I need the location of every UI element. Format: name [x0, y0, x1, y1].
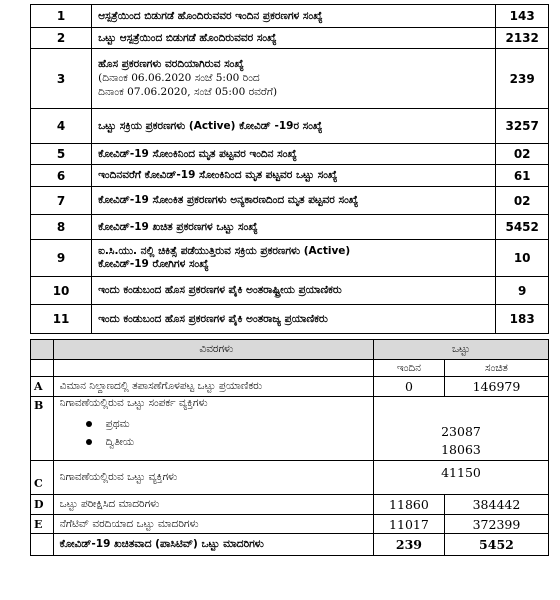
row-today-value: 239: [373, 534, 444, 556]
row-cumulative-value: 384442: [444, 495, 548, 515]
table-row: [31, 109, 549, 144]
primary-value: 23087: [441, 424, 481, 439]
row-number: 9: [31, 240, 92, 277]
row-description: ನಿಗಾವಣೆಯಲ್ಲಿರುವ ಒಟ್ಟು ಸಂಪರ್ಕ ವ್ಯಕ್ತಿಗಳು: [59, 397, 208, 409]
subheader-key-cell: [31, 360, 54, 377]
table-row: [31, 49, 549, 109]
primary-label: ಪ್ರಥಮ: [105, 418, 130, 430]
contact-list: [60, 415, 373, 451]
table-row: [31, 305, 549, 334]
row-number: 4: [31, 109, 92, 144]
row-description: ಕೋವಿಡ್-19 ಖಚಿತ ಪ್ರಕರಣಗಳ ಒಟ್ಟು ಸಂಖ್ಯೆ: [92, 215, 496, 240]
row-value: 143: [496, 5, 549, 28]
row-cumulative-value: 146979: [444, 377, 548, 397]
secondary-value: 18063: [441, 442, 481, 457]
row-description: ಐ.ಸಿ.ಯು. ನಲ್ಲಿ ಚಿಕಿತ್ಸೆ ಪಡೆಯುತ್ತಿರುವ ಸಕ್ರಿಯ ಪ್ರಕರಣಗಳು (Active): [98, 245, 351, 257]
row-key: E: [31, 515, 54, 534]
contact-values-cell: [373, 397, 548, 461]
row-number: 2: [31, 28, 92, 49]
subheader-row: [31, 360, 549, 377]
table-row: [31, 5, 549, 28]
row-value: 2132: [496, 28, 549, 49]
row-description: ಇಂದು ಕಂಡುಬಂದ ಹೊಸ ಪ್ರಕರಣಗಳ ಪೈಕಿ ಅಂತರಾಜ್ಯ ಪ್ರಯಾಣಿಕರು: [92, 305, 496, 334]
row-today-value: 0: [373, 377, 444, 397]
row-number: 3: [31, 49, 92, 109]
row-today-value: 11017: [373, 515, 444, 534]
row-description: ಆಸ್ಪತ್ರೆಯಿಂದ ಬಿಡುಗಡೆ ಹೊಂದಿರುವವರ ಇಂದಿನ ಪ್ರಕರಣಗಳ ಸಂಖ್ಯೆ: [92, 5, 496, 28]
summary-table: [30, 4, 549, 334]
header-today: ಇಂದಿನ: [373, 360, 444, 377]
table-row: [31, 397, 549, 461]
row-description: ನೆಗೆಟಿವ್ ವರದಿಯಾದ ಒಟ್ಟು ಮಾದರಿಗಳು: [53, 515, 373, 534]
row-value: 239: [496, 49, 549, 109]
row-description-cell: [92, 49, 496, 109]
row-number: 5: [31, 144, 92, 165]
table-row: [31, 240, 549, 277]
row-today-value: 11860: [373, 495, 444, 515]
row-description-cell: [53, 397, 373, 461]
row-date-from: (ದಿನಾಂಕ 06.06.2020 ಸಂಜೆ 5:00 ರಿಂದ: [98, 72, 260, 84]
row-value: 9: [496, 277, 549, 305]
row-value: 3257: [496, 109, 549, 144]
list-item: [86, 415, 373, 433]
row-value: 5452: [496, 215, 549, 240]
row-description: ಕೋವಿಡ್-19 ಸೋಂಕಿನಿಂದ ಮೃತ ಪಟ್ಟವರ ಇಂದಿನ ಸಂಖ್ಯೆ: [92, 144, 496, 165]
header-total: ಒಟ್ಟು: [373, 340, 548, 360]
bullet-icon: [86, 421, 92, 427]
row-value: 183: [496, 305, 549, 334]
table-row: [31, 377, 549, 397]
row-value: 02: [496, 187, 549, 215]
table-row: [31, 534, 549, 556]
secondary-label: ದ್ವಿತೀಯ: [105, 436, 135, 448]
row-description-line2: ಕೋವಿಡ್-19 ರೋಗಿಗಳ ಸಂಖ್ಯೆ: [98, 258, 209, 270]
table-row: [31, 144, 549, 165]
row-description: ವಿಮಾನ ನಿಲ್ದಾಣದಲ್ಲಿ ತಪಾಸಣೆಗೊಳಪಟ್ಟ ಒಟ್ಟು ಪ್ರಯಾಣಿಕರು: [53, 377, 373, 397]
row-description: ನಿಗಾವಣೆಯಲ್ಲಿರುವ ಒಟ್ಟು ವ್ಯಕ್ತಿಗಳು: [53, 461, 373, 495]
row-number: 6: [31, 165, 92, 187]
row-description: ಕೋವಿಡ್-19 ಸೋಂಕಿತ ಪ್ರಕರಣಗಳು ಅನ್ಯಕಾರಣದಿಂದ ಮೃತ ಪಟ್ಟವರ ಸಂಖ್ಯೆ: [92, 187, 496, 215]
table-row: [31, 277, 549, 305]
row-date-to: ದಿನಾಂಕ 07.06.2020, ಸಂಜೆ 05:00 ರವರೆಗೆ): [98, 86, 278, 98]
table-row: [31, 187, 549, 215]
row-description: ಕೋವಿಡ್-19 ಖಚಿತವಾದ (ಪಾಸಿಟಿವ್) ಒಟ್ಟು ಮಾದರಿಗಳು: [53, 534, 373, 556]
row-key: [31, 534, 54, 556]
row-number: 1: [31, 5, 92, 28]
row-description: ಒಟ್ಟು ಸಕ್ರಿಯ ಪ್ರಕರಣಗಳು (Active) ಕೋವಿಡ್ -19ರ ಸಂಖ್ಯೆ: [92, 109, 496, 144]
row-description: ಇಂದು ಕಂಡುಬಂದ ಹೊಸ ಪ್ರಕರಣಗಳ ಪೈಕಿ ಅಂತರಾಷ್ಟ್ರೀಯ ಪ್ರಯಾಣಿಕರು: [92, 277, 496, 305]
header-key-cell: [31, 340, 54, 360]
table-row: [31, 515, 549, 534]
table-row: [31, 461, 549, 495]
table-row: [31, 495, 549, 515]
row-description: ಇಂದಿನವರೆಗೆ ಕೋವಿಡ್-19 ಸೋಂಕಿನಿಂದ ಮೃತ ಪಟ್ಟವರ ಒಟ್ಟು ಸಂಖ್ಯೆ: [92, 165, 496, 187]
header-row: [31, 340, 549, 360]
row-key: B: [31, 397, 54, 461]
subheader-details-cell: [53, 360, 373, 377]
details-table: [30, 339, 549, 556]
row-description: ಒಟ್ಟು ಪರೀಕ್ಷಿಸಿದ ಮಾದರಿಗಳು: [53, 495, 373, 515]
row-description: ಒಟ್ಟು ಆಸ್ಪತ್ರೆಯಿಂದ ಬಿಡುಗಡೆ ಹೊಂದಿರುವವರ ಸಂಖ್ಯೆ: [92, 28, 496, 49]
row-number: 11: [31, 305, 92, 334]
bullet-icon: [86, 439, 92, 445]
row-cumulative-value: 5452: [444, 534, 548, 556]
row-value: 02: [496, 144, 549, 165]
table-row: [31, 165, 549, 187]
row-key: C: [31, 461, 54, 495]
header-cumulative: ಸಂಚಿತ: [444, 360, 548, 377]
table-row: [31, 215, 549, 240]
row-key: D: [31, 495, 54, 515]
row-number: 10: [31, 277, 92, 305]
table-row: [31, 28, 549, 49]
header-details: ವಿವರಗಳು: [53, 340, 373, 360]
list-item: [86, 433, 373, 451]
row-number: 8: [31, 215, 92, 240]
row-value: 61: [496, 165, 549, 187]
row-value: 10: [496, 240, 549, 277]
row-description: ಹೊಸ ಪ್ರಕರಣಗಳು ವರದಿಯಾಗಿರುವ ಸಂಖ್ಯೆ: [98, 58, 244, 70]
row-key: A: [31, 377, 54, 397]
row-cumulative-value: 372399: [444, 515, 548, 534]
row-number: 7: [31, 187, 92, 215]
row-description-cell: [92, 240, 496, 277]
row-total-value: 41150: [373, 461, 548, 495]
